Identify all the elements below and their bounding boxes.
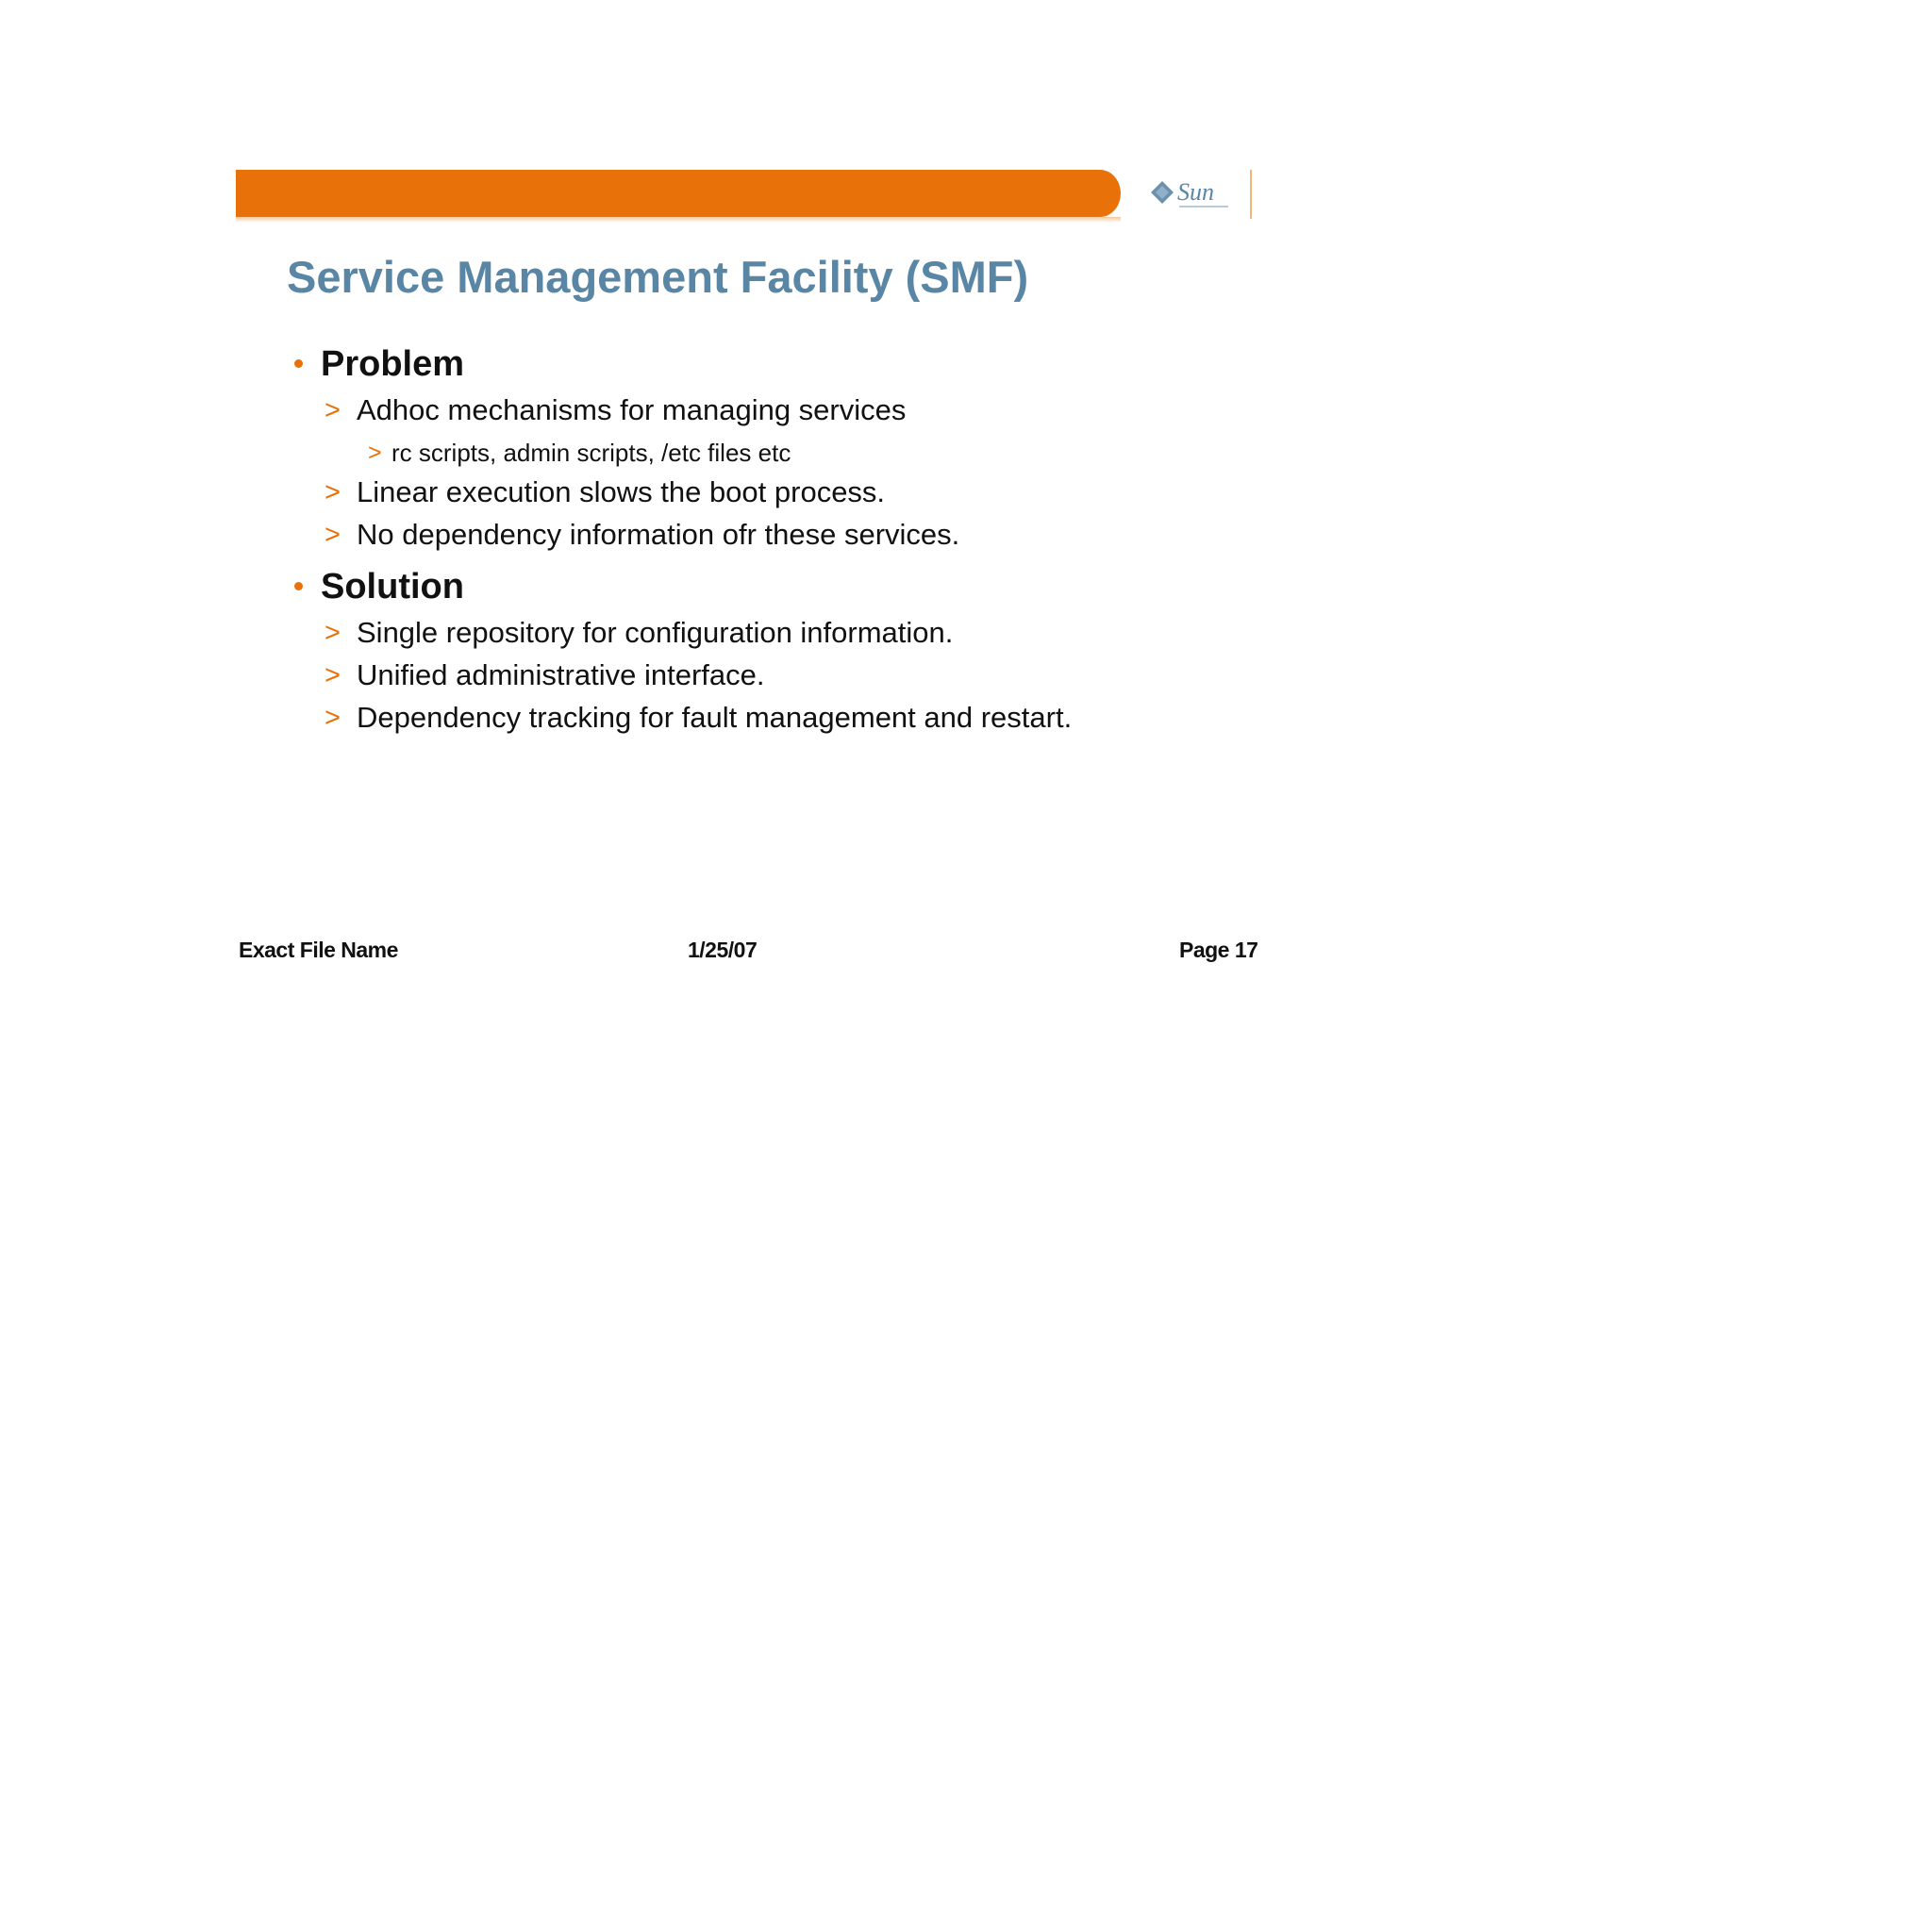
- logo-divider: [1250, 170, 1252, 219]
- footer-date: 1/25/07: [688, 938, 758, 962]
- list-item: Linear execution slows the boot process.: [357, 475, 886, 508]
- sub-marker: >: [325, 703, 341, 733]
- sun-logo: [1149, 175, 1234, 215]
- sub-marker: >: [325, 520, 341, 550]
- footer-file-name: Exact File Name: [239, 938, 398, 962]
- sub-marker: >: [325, 660, 341, 690]
- section-heading-problem: Problem: [321, 344, 465, 384]
- sub-marker: >: [325, 477, 341, 507]
- list-item: No dependency information ofr these services.: [357, 518, 960, 551]
- list-item: Single repository for configuration information.: [357, 616, 954, 649]
- bullet-dot: [294, 582, 303, 590]
- header-band-shadow: [236, 217, 1121, 223]
- sub-marker: >: [325, 395, 341, 425]
- footer-page-number: Page 17: [1179, 938, 1258, 962]
- subsub-marker: >: [368, 440, 382, 466]
- sub-marker: >: [325, 618, 341, 648]
- list-item: Dependency tracking for fault management and restart.: [357, 701, 1073, 734]
- svg-text:Sun: Sun: [1177, 178, 1214, 206]
- list-item: Unified administrative interface.: [357, 658, 765, 691]
- sub-list-item: rc scripts, admin scripts, /etc files etc: [391, 439, 791, 467]
- bullet-dot: [294, 359, 303, 368]
- header-band: [236, 170, 1121, 217]
- section-heading-solution: Solution: [321, 567, 464, 606]
- slide-title: Service Management Facility (SMF): [287, 252, 1029, 302]
- list-item: Adhoc mechanisms for managing services: [357, 393, 907, 426]
